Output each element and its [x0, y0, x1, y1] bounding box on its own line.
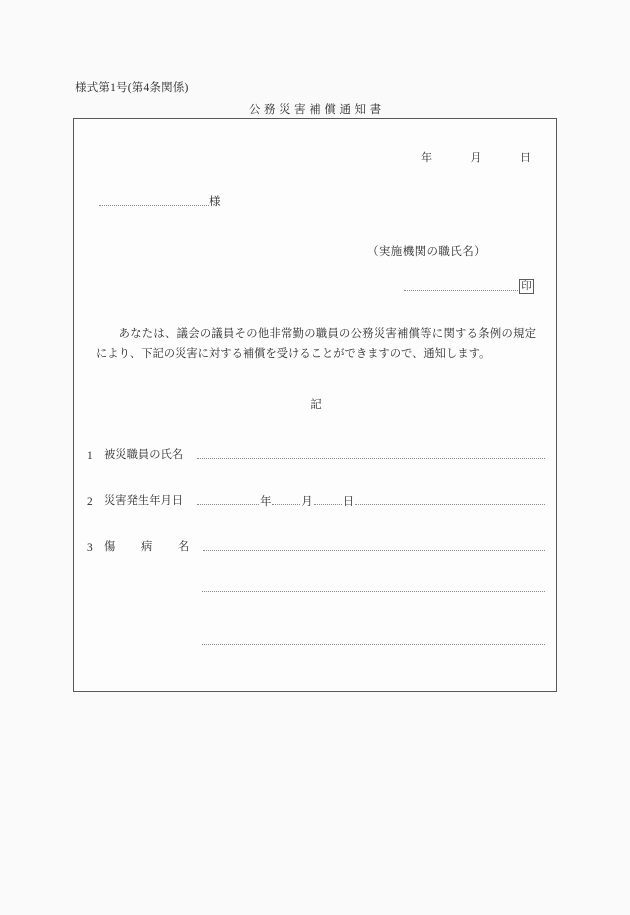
item-label-injured-employee-name: 被災職員の氏名	[104, 449, 184, 461]
item-label-injury-name	[104, 538, 189, 554]
accident-date-year-label: 年	[260, 495, 272, 508]
issue-date-month-label: 月	[470, 152, 483, 164]
accident-date-day-label: 日	[342, 495, 355, 508]
item-field-injured-employee-name[interactable]	[197, 458, 545, 459]
seal-stamp-icon: 印	[519, 279, 534, 294]
issue-date-year-label: 年	[421, 152, 433, 164]
addressee-row	[99, 197, 221, 209]
continuation-line-1[interactable]	[202, 591, 545, 592]
item-label-injury-char-1: 傷	[104, 541, 116, 553]
item-number-2: 2	[87, 496, 93, 508]
accident-date-month-label: 月	[301, 495, 313, 508]
form-number: 様式第1号(第4条関係)	[75, 82, 189, 94]
accident-date-day-field[interactable]	[314, 504, 342, 505]
notification-body	[96, 324, 536, 364]
item-label-injury-char-3: 名	[177, 541, 190, 553]
accident-date-trailing-rule	[355, 504, 545, 505]
continuation-line-2[interactable]	[202, 644, 545, 645]
accident-date-year-field[interactable]	[197, 504, 259, 505]
addressee-honorific: 様	[209, 196, 221, 208]
issuer-signature-row	[404, 279, 534, 294]
item-label-injury-char-2: 病	[140, 541, 153, 553]
ki-marker: 記	[310, 399, 322, 411]
issue-date-day-label: 日	[520, 152, 532, 164]
item-label-accident-date: 災害発生年月日	[104, 495, 184, 507]
item-row-2	[87, 492, 545, 508]
item-row-1	[87, 446, 545, 462]
addressee-name-field[interactable]	[99, 205, 209, 206]
issue-date-line	[421, 149, 532, 165]
document-title: 公務災害補償通知書	[248, 104, 385, 116]
issuer-signature-field[interactable]	[404, 290, 518, 291]
form-border-box	[73, 118, 557, 692]
accident-date-month-field[interactable]	[272, 504, 300, 505]
item-row-3	[87, 538, 545, 554]
item-number-1: 1	[87, 450, 93, 462]
item-field-injury-name[interactable]	[203, 550, 545, 551]
item-number-3: 3	[87, 542, 93, 554]
item-field-accident-date[interactable]	[197, 497, 545, 508]
notification-paragraph: あなたは、議会の議員その他非常勤の職員の公務災害補償等に関する条例の規定により、下記の災害に対する補償を受けることができますので、通知します。	[96, 328, 536, 360]
issuer-title: （実施機関の職氏名）	[367, 246, 486, 258]
